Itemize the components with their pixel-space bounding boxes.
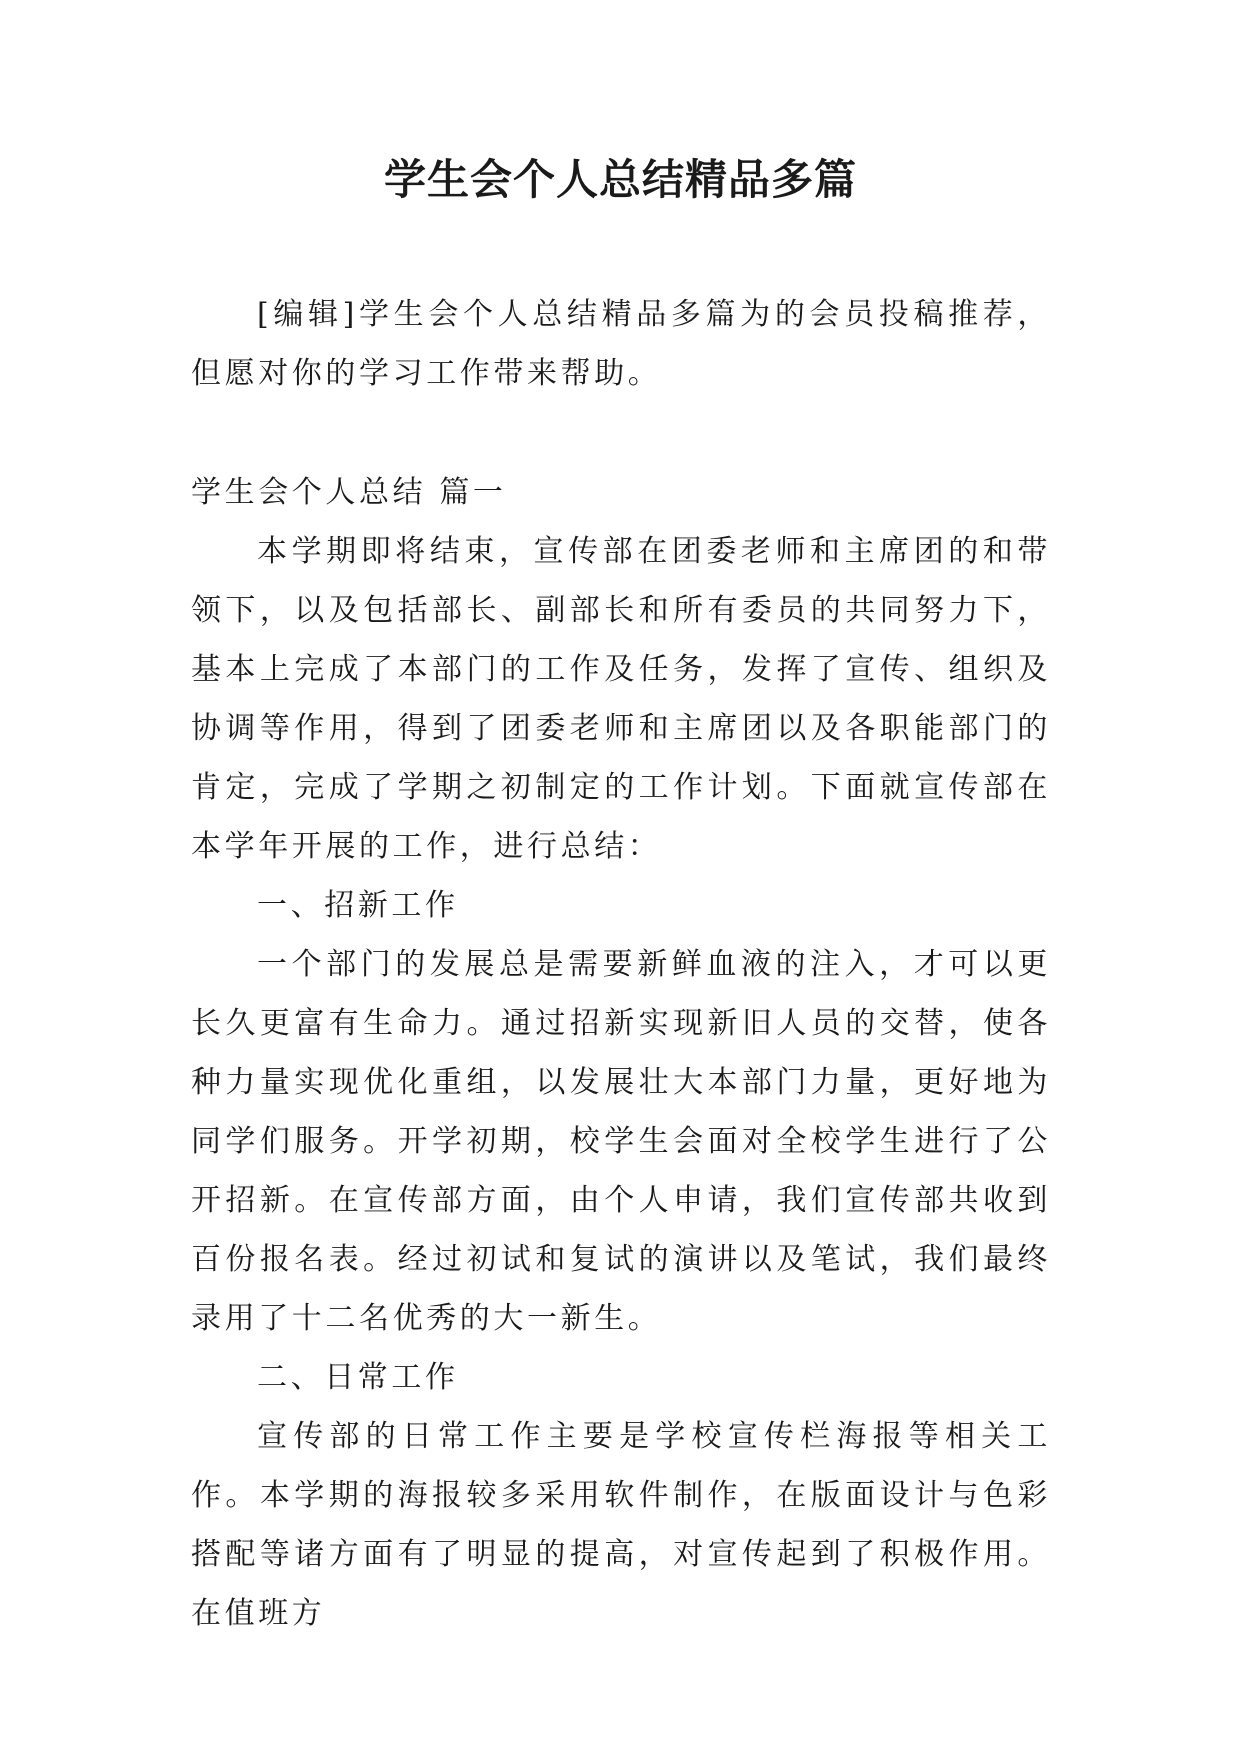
- body-paragraph: 宣传部的日常工作主要是学校宣传栏海报等相关工作。本学期的海报较多采用软件制作，在版面设计与色彩搭配等诸方面有了明显的提高，对宣传起到了积极作用。在值班方: [191, 1419, 1051, 1631]
- document-title: 学生会个人总结精品多篇: [383, 155, 857, 204]
- body-paragraph: 本学期即将结束，宣传部在团委老师和主席团的和带领下，以及包括部长、副部长和所有委员的共同努力下，基本上完成了本部门的工作及任务，发挥了宣传、组织及协调等作用，得到了团委老师和主席团以及各职能部门的肯定，完成了学期之初制定的工作计划。下面就宣传部在本学年开展的工作，进行总结：: [191, 534, 1051, 864]
- intro-paragraph: [编辑]学生会个人总结精品多篇为的会员投稿推荐，但愿对你的学习工作带来帮助。: [191, 297, 1051, 391]
- subheading: 一、招新工作: [257, 888, 459, 923]
- subheading: 二、日常工作: [257, 1360, 459, 1395]
- section-title: 学生会个人总结 篇一: [191, 475, 507, 510]
- body-paragraph: 一个部门的发展总是需要新鲜血液的注入，才可以更长久更富有生命力。通过招新实现新旧人员的交替，使各种力量实现优化重组，以发展壮大本部门力量，更好地为同学们服务。开学初期，校学生会面对全校学生进行了公开招新。在宣传部方面，由个人申请，我们宣传部共收到百份报名表。经过初试和复试的演讲以及笔试，我们最终录用了十二名优秀的大一新生。: [191, 947, 1051, 1336]
- paragraph-spacer: [191, 403, 1051, 463]
- document-body: [191, 285, 1051, 1643]
